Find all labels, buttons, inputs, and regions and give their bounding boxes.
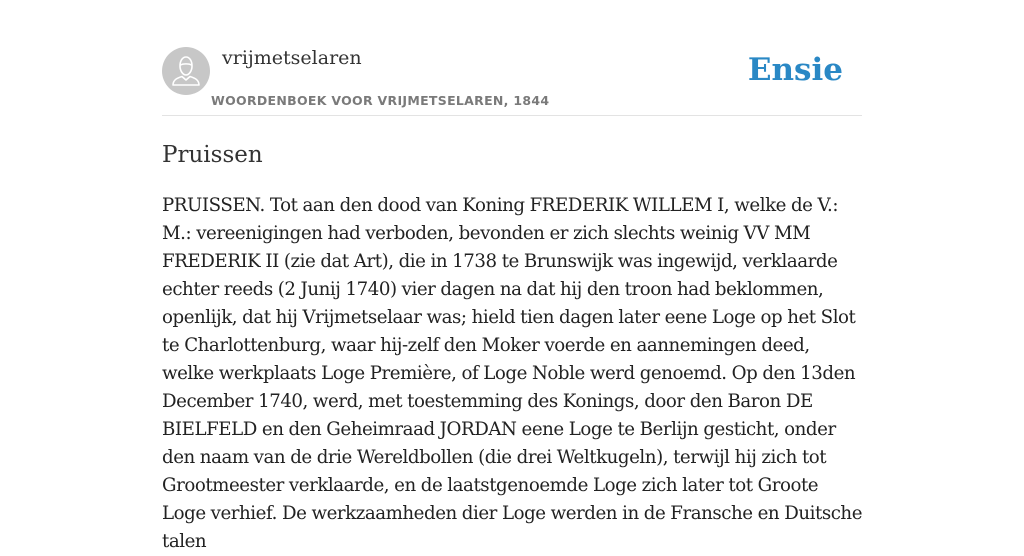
source-label[interactable]: WOORDENBOEK VOOR VRIJMETSELAREN, 1844 — [211, 93, 550, 108]
avatar[interactable] — [162, 47, 210, 95]
author-username[interactable]: vrijmetselaren — [222, 47, 362, 69]
article-header — [162, 46, 862, 116]
page-title: Pruissen — [162, 142, 263, 168]
brand-logo[interactable]: Ensie — [747, 52, 843, 88]
header-divider — [162, 115, 862, 116]
user-silhouette-icon — [162, 47, 210, 95]
article-body: PRUISSEN. Tot aan den dood van Koning FREDERIK WILLEM I, welke de V.: M.: vereenigingen had verboden, bevonden er zich slechts weinig VV MM FREDERIK II (zie dat Art), die in 1738 te Brunswijk was ingewijd, verklaarde echter reeds (2 Junij 1740) vier dagen na dat hij den troon had beklommen, openlijk, dat hij Vrijmetselaar was; hield tien dagen later eene Loge op het Slot te Charlottenburg, waar hij-zelf den Moker voerde en aannemingen deed, welke werkplaats Loge Première, of Loge Noble werd genoemd. Op den 13den December 1740, werd, met toestemming des Konings, door den Baron DE BIELFELD en den Geheimraad JORDAN eene Loge te Berlijn gesticht, onder den naam van de drie Wereldbollen (die drei Weltkugeln), terwijl hij zich tot Grootmeester verklaarde, en de laatstgenoemde Loge zich later tot Groote Loge verhief. De werkzaamheden dier Loge werden in de Fransche en Duitsche talen — [162, 195, 863, 552]
